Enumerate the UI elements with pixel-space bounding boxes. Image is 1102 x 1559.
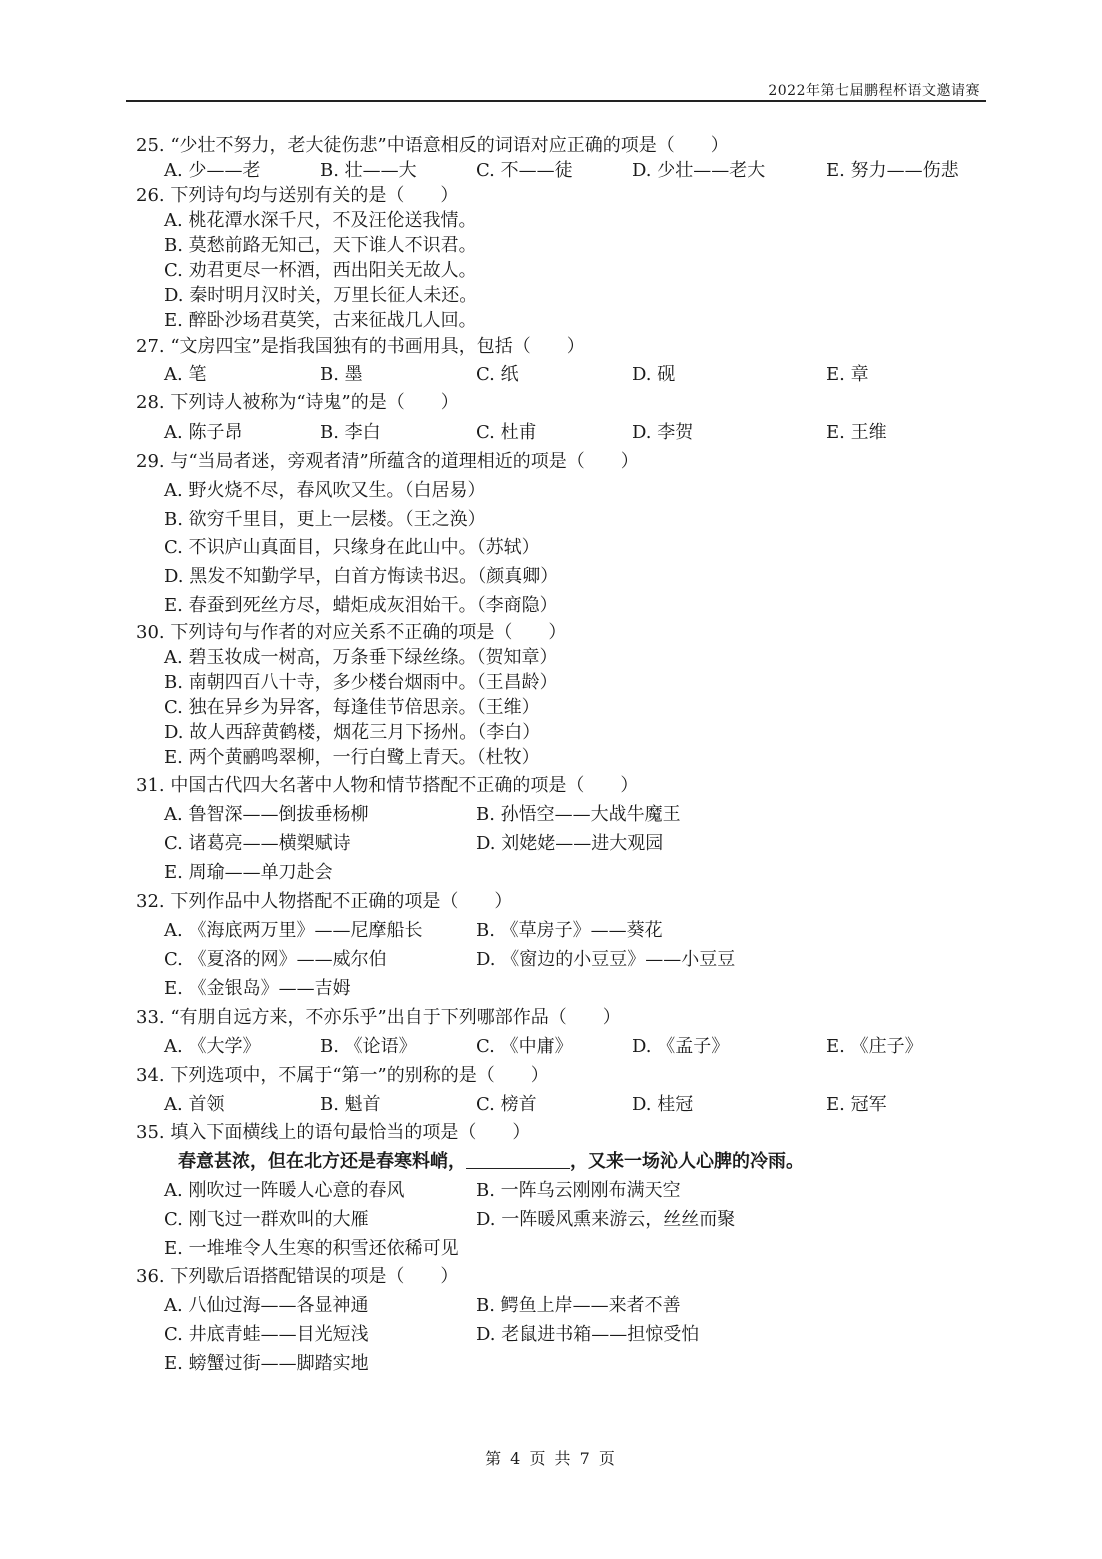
q25-option-e: E. 努力——伤悲: [826, 160, 959, 181]
q31-option-e: E. 周瑜——单刀赴会: [164, 862, 333, 883]
q30-option-b: B. 南朝四百八十寺，多少楼台烟雨中。（王昌龄）: [164, 672, 558, 693]
q34-option-c: C. 榜首: [476, 1094, 537, 1115]
q32-option-d: D. 《窗边的小豆豆》——小豆豆: [476, 949, 736, 970]
question-34-stem: 34. 下列选项中，不属于“第一”的别称的是（ ）: [136, 1065, 549, 1086]
q28-option-d: D. 李贺: [632, 422, 694, 443]
q33-option-e: E. 《庄子》: [826, 1036, 923, 1057]
q32-option-b: B. 《草房子》——葵花: [476, 920, 663, 941]
q30-option-e: E. 两个黄鹂鸣翠柳，一行白鹭上青天。（杜牧）: [164, 747, 540, 768]
question-26-stem: 26. 下列诗句均与送别有关的是（ ）: [136, 185, 459, 206]
q25-option-a: A. 少——老: [164, 160, 261, 181]
q34-option-d: D. 桂冠: [632, 1094, 694, 1115]
q36-option-d: D. 老鼠进书箱——担惊受怕: [476, 1324, 700, 1345]
q35-option-d: D. 一阵暖风熏来游云，丝丝而聚: [476, 1209, 736, 1230]
question-32-stem: 32. 下列作品中人物搭配不正确的项是（ ）: [136, 891, 513, 912]
q35-option-e: E. 一堆堆令人生寒的积雪还依稀可见: [164, 1238, 459, 1259]
q34-option-b: B. 魁首: [320, 1094, 381, 1115]
q32-option-c: C. 《夏洛的网》——威尔伯: [164, 949, 387, 970]
q27-option-c: C. 纸: [476, 364, 519, 385]
q31-option-b: B. 孙悟空——大战牛魔王: [476, 804, 681, 825]
q29-option-b: B. 欲穷千里目，更上一层楼。（王之涣）: [164, 509, 486, 530]
q27-option-a: A. 笔: [164, 364, 207, 385]
question-30-stem: 30. 下列诗句与作者的对应关系不正确的项是（ ）: [136, 622, 567, 643]
q35-option-c: C. 刚飞过一群欢叫的大雁: [164, 1209, 369, 1230]
q28-option-b: B. 李白: [320, 422, 381, 443]
q27-option-d: D. 砚: [632, 364, 676, 385]
q31-option-a: A. 鲁智深——倒拔垂杨柳: [164, 804, 369, 825]
q35-option-b: B. 一阵乌云刚刚布满天空: [476, 1180, 681, 1201]
q26-option-b: B. 莫愁前路无知己，天下谁人不识君。: [164, 235, 477, 256]
q33-option-d: D. 《孟子》: [632, 1036, 730, 1057]
question-29-stem: 29. 与“当局者迷，旁观者清”所蕴含的道理相近的项是（ ）: [136, 451, 639, 472]
q25-option-d: D. 少壮——老大: [632, 160, 766, 181]
q28-option-e: E. 王维: [826, 422, 887, 443]
q29-option-d: D. 黑发不知勤学早，白首方悔读书迟。（颜真卿）: [164, 566, 559, 587]
q33-option-b: B. 《论语》: [320, 1036, 417, 1057]
header-rule: [126, 100, 986, 102]
q32-option-e: E. 《金银岛》——吉姆: [164, 978, 351, 999]
q28-option-c: C. 杜甫: [476, 422, 537, 443]
q36-option-b: B. 鳄鱼上岸——来者不善: [476, 1295, 681, 1316]
q26-option-e: E. 醉卧沙场君莫笑，古来征战几人回。: [164, 310, 477, 331]
header-title: 2022年第七届鹏程杯语文邀请赛: [768, 83, 980, 99]
q29-option-a: A. 野火烧不尽，春风吹又生。（白居易）: [164, 480, 486, 501]
q34-option-a: A. 首领: [164, 1094, 225, 1115]
q35-fill-blank: [466, 1150, 570, 1169]
q33-option-a: A. 《大学》: [164, 1036, 261, 1057]
q26-option-c: C. 劝君更尽一杯酒，西出阳关无故人。: [164, 260, 477, 281]
question-33-stem: 33. “有朋自远方来，不亦乐乎”出自于下列哪部作品（ ）: [136, 1007, 621, 1028]
question-36-stem: 36. 下列歇后语搭配错误的项是（ ）: [136, 1266, 459, 1287]
question-27-stem: 27. “文房四宝”是指我国独有的书画用具，包括（ ）: [136, 336, 585, 357]
q36-option-e: E. 螃蟹过街——脚踏实地: [164, 1353, 369, 1374]
q35-option-a: A. 刚吹过一阵暖人心意的春风: [164, 1180, 405, 1201]
q35-passage-before: 春意甚浓，但在北方还是春寒料峭，: [178, 1151, 466, 1172]
q30-option-c: C. 独在异乡为异客，每逢佳节倍思亲。（王维）: [164, 697, 540, 718]
question-35-stem: 35. 填入下面横线上的语句最恰当的项是（ ）: [136, 1122, 531, 1143]
q30-option-a: A. 碧玉妆成一树高，万条垂下绿丝绦。（贺知章）: [164, 647, 558, 668]
q31-option-c: C. 诸葛亮——横槊赋诗: [164, 833, 351, 854]
q35-passage-after: ，又来一场沁人心脾的冷雨。: [570, 1151, 804, 1172]
q32-option-a: A. 《海底两万里》——尼摩船长: [164, 920, 423, 941]
q30-option-d: D. 故人西辞黄鹤楼，烟花三月下扬州。（李白）: [164, 722, 541, 743]
q33-option-c: C. 《中庸》: [476, 1036, 573, 1057]
q25-option-c: C. 不——徒: [476, 160, 573, 181]
q25-option-b: B. 壮——大: [320, 160, 417, 181]
q29-option-e: E. 春蚕到死丝方尽，蜡炬成灰泪始干。（李商隐）: [164, 595, 558, 616]
question-31-stem: 31. 中国古代四大名著中人物和情节搭配不正确的项是（ ）: [136, 775, 639, 796]
q26-option-a: A. 桃花潭水深千尺，不及汪伦送我情。: [164, 210, 477, 231]
q28-option-a: A. 陈子昂: [164, 422, 243, 443]
question-25-stem: 25. “少壮不努力，老大徒伤悲”中语意相反的词语对应正确的项是（ ）: [136, 135, 729, 156]
q31-option-d: D. 刘姥姥——进大观园: [476, 833, 664, 854]
q36-option-c: C. 井底青蛙——目光短浅: [164, 1324, 369, 1345]
q29-option-c: C. 不识庐山真面目，只缘身在此山中。（苏轼）: [164, 537, 540, 558]
q34-option-e: E. 冠军: [826, 1094, 887, 1115]
q36-option-a: A. 八仙过海——各显神通: [164, 1295, 369, 1316]
page-number: 第 4 页 共 7 页: [485, 1449, 617, 1468]
q27-option-b: B. 墨: [320, 364, 363, 385]
q35-passage: [178, 1150, 804, 1174]
q27-option-e: E. 章: [826, 364, 869, 385]
question-28-stem: 28. 下列诗人被称为“诗鬼”的是（ ）: [136, 392, 459, 413]
q26-option-d: D. 秦时明月汉时关，万里长征人未还。: [164, 285, 478, 306]
